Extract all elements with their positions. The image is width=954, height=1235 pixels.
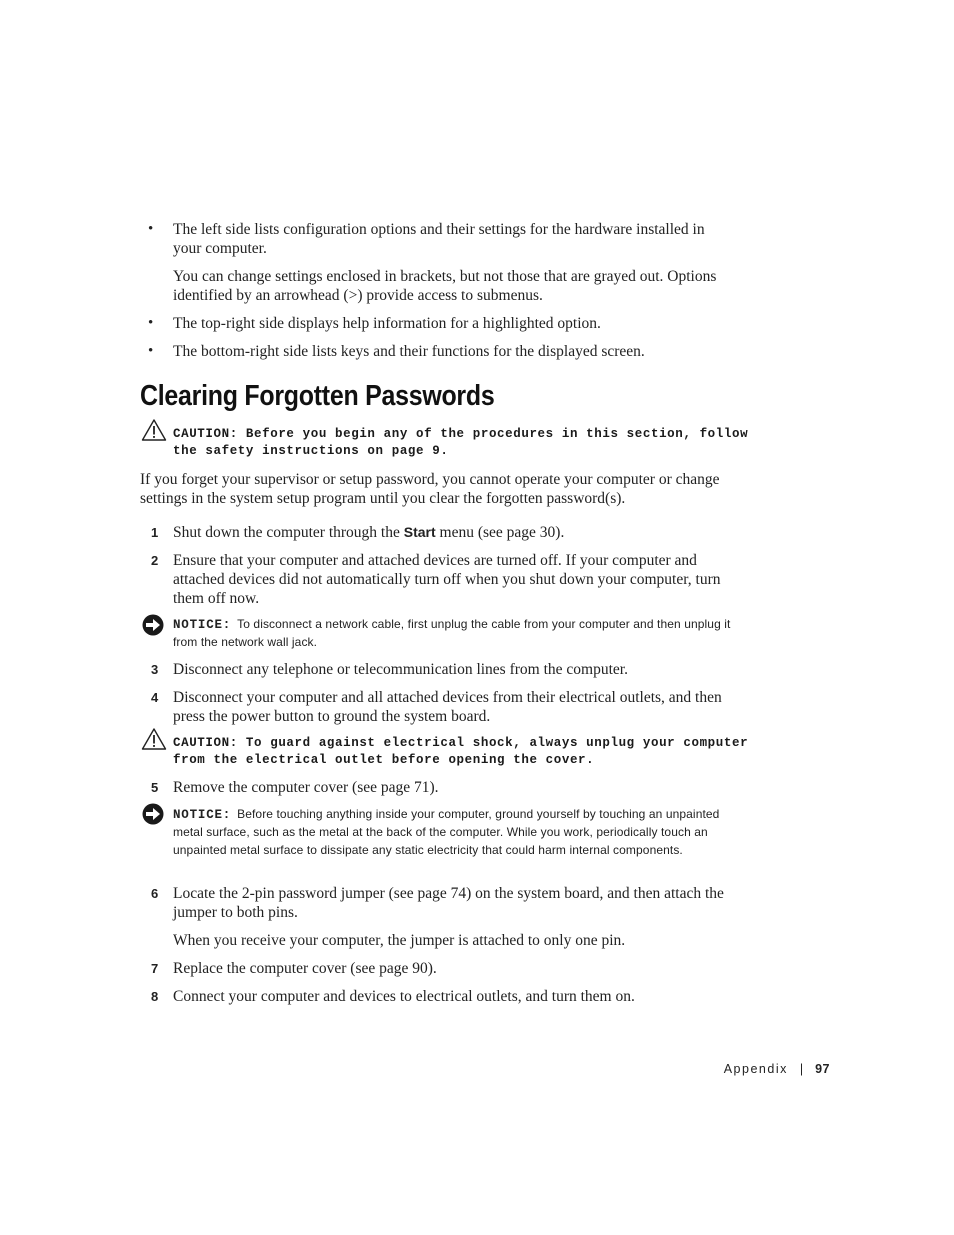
caution-triangle-icon bbox=[141, 418, 167, 442]
start-menu-term: Start bbox=[403, 524, 436, 540]
notice-arrow-icon bbox=[141, 614, 167, 636]
step-text-part: Shut down the computer through the bbox=[173, 524, 404, 541]
step-number: 6 bbox=[151, 886, 159, 901]
step-number: 3 bbox=[151, 662, 159, 677]
notice-label: NOTICE: bbox=[173, 618, 232, 632]
footer-section-label: Appendix bbox=[723, 1062, 788, 1076]
footer-separator: | bbox=[799, 1062, 804, 1076]
notice-body: To disconnect a network cable, first unplug the cable from your computer and then unplug it from the network wall jack. bbox=[173, 617, 731, 650]
bullet-marker: • bbox=[148, 343, 154, 359]
bullet-item: The bottom-right side lists keys and their functions for the displayed screen. bbox=[173, 343, 645, 360]
step-text: Disconnect your computer and all attached devices from their electrical outlets, and then press the power button to ground the system board. bbox=[173, 689, 722, 725]
section-heading: Clearing Forgotten Passwords bbox=[140, 380, 495, 412]
intro-paragraph: If you forget your supervisor or setup password, you cannot operate your computer or change settings in the system setup program until you clear the forgotten password(s). bbox=[140, 471, 720, 507]
step-text: Connect your computer and devices to electrical outlets, and turn them on. bbox=[173, 988, 635, 1005]
step-number: 8 bbox=[151, 989, 159, 1004]
notice-body: Before touching anything inside your computer, ground yourself by touching an unpainted metal surface, such as the metal at the back of the computer. While you work, periodically touch an unpainted metal surface to dissipate any static electricity that could harm internal components. bbox=[173, 807, 720, 857]
step-number: 4 bbox=[151, 690, 159, 705]
step-number: 5 bbox=[151, 780, 159, 795]
step-number: 7 bbox=[151, 961, 159, 976]
notice-note bbox=[173, 616, 733, 652]
step-number: 1 bbox=[151, 525, 159, 540]
bullet-subparagraph: You can change settings enclosed in brackets, but not those that are grayed out. Options identified by an arrowhead (>) provide access to submenus. bbox=[173, 268, 717, 304]
step-note: When you receive your computer, the jumper is attached to only one pin. bbox=[173, 932, 626, 949]
caution-note: CAUTION: To guard against electrical shock, always unplug your computer from the electrical outlet before opening the cover. bbox=[173, 736, 749, 767]
step-number: 2 bbox=[151, 553, 159, 568]
bullet-item: The left side lists configuration options and their settings for the hardware installed in your computer. bbox=[173, 221, 705, 257]
step-text bbox=[173, 523, 733, 542]
bullet-marker: • bbox=[148, 315, 154, 331]
notice-label: NOTICE: bbox=[173, 808, 232, 822]
step-text: Locate the 2-pin password jumper (see page 74) on the system board, and then attach the jumper to both pins. bbox=[173, 885, 724, 921]
bullet-marker: • bbox=[148, 221, 154, 237]
page-footer bbox=[700, 1062, 830, 1076]
caution-triangle-icon bbox=[141, 727, 167, 751]
step-text: Disconnect any telephone or telecommunication lines from the computer. bbox=[173, 661, 628, 678]
bullet-item: The top-right side displays help information for a highlighted option. bbox=[173, 315, 601, 332]
page-number: 97 bbox=[815, 1062, 830, 1076]
notice-note bbox=[173, 806, 738, 859]
step-text: Replace the computer cover (see page 90). bbox=[173, 960, 437, 977]
caution-note: CAUTION: Before you begin any of the procedures in this section, follow the safety instructions on page 9. bbox=[173, 427, 749, 458]
step-text: Remove the computer cover (see page 71). bbox=[173, 779, 439, 796]
notice-arrow-icon bbox=[141, 803, 167, 825]
step-text-part: menu (see page 30). bbox=[435, 524, 565, 541]
step-text: Ensure that your computer and attached devices are turned off. If your computer and attached devices did not automatically turn off when you shut down your computer, turn them off now. bbox=[173, 552, 721, 607]
